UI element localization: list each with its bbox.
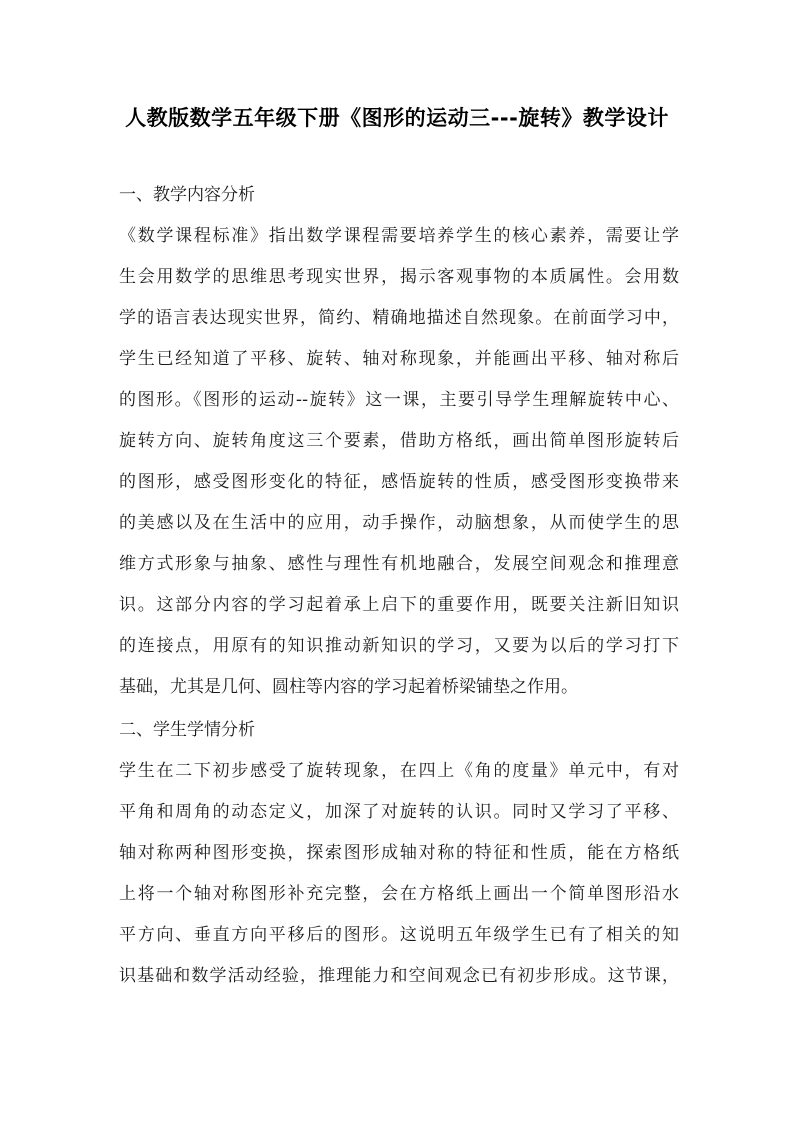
paragraph-line: 旋转方向、旋转角度这三个要素，借助方格纸，画出简单图形旋转后 [119,431,679,451]
paragraph-line: 维方式形象与抽象、感性与理性有机地融合，发展空间观念和推理意 [119,554,679,574]
paragraph-line: 生会用数学的思维思考现实世界，揭示客观事物的本质属性。会用数 [119,267,679,287]
paragraph-line: 的图形。《图形的运动--旋转》这一课，主要引导学生理解旋转中心、 [119,390,679,410]
paragraph-line: 基础，尤其是几何、圆柱等内容的学习起着桥梁铺垫之作用。 [119,677,578,697]
paragraph-line: 识基础和数学活动经验，推理能力和空间观念已有初步形成。这节课， [119,966,679,986]
paragraph-line: 平方向、垂直方向平移后的图形。这说明五年级学生已有了相关的知 [119,925,679,945]
paragraph-line: 轴对称两种图形变换，探索图形成轴对称的特征和性质，能在方格纸 [119,843,679,863]
section-heading-content-analysis: 一、教学内容分析 [119,185,255,205]
paragraph-line: 上将一个轴对称图形补充完整，会在方格纸上画出一个简单图形沿水 [119,884,679,904]
paragraph-line: 学的语言表达现实世界，简约、精确地描述自然现象。在前面学习中， [119,308,679,328]
document-title: 人教版数学五年级下册《图形的运动三---旋转》教学设计 [125,106,669,130]
section-heading-student-analysis: 二、学生学情分析 [119,720,255,740]
paragraph-line: 平角和周角的动态定义，加深了对旋转的认识。同时又学习了平移、 [119,802,679,822]
paragraph-line: 的图形，感受图形变化的特征，感悟旋转的性质，感受图形变换带来 [119,472,679,492]
paragraph-line: 学生已经知道了平移、旋转、轴对称现象，并能画出平移、轴对称后 [119,349,679,369]
paragraph-line: 的美感以及在生活中的应用，动手操作，动脑想象，从而使学生的思 [119,513,679,533]
paragraph-line: 识。这部分内容的学习起着承上启下的重要作用，既要关注新旧知识 [119,595,679,615]
paragraph-line: 《数学课程标准》指出数学课程需要培养学生的核心素养，需要让学 [119,226,679,246]
paragraph-line: 的连接点，用原有的知识推动新知识的学习，又要为以后的学习打下 [119,636,679,656]
paragraph-line: 学生在二下初步感受了旋转现象，在四上《角的度量》单元中，有对 [119,761,679,781]
